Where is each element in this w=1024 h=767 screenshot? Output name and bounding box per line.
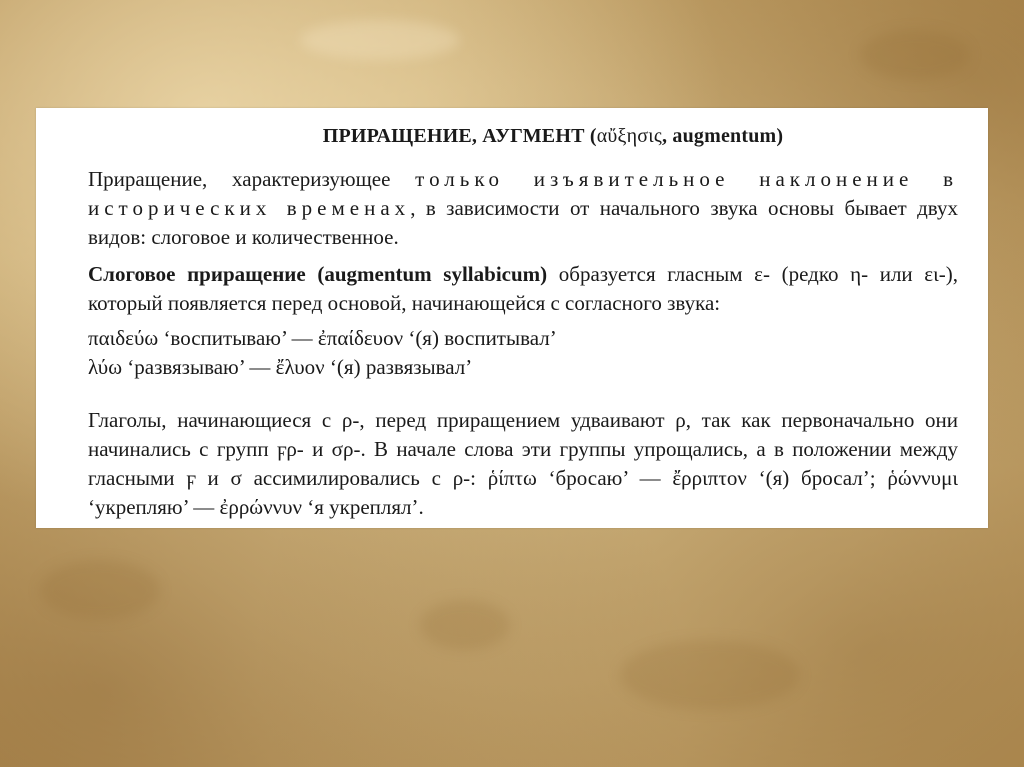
paper-stain bbox=[40, 560, 160, 620]
example-list bbox=[88, 324, 958, 382]
paragraph-rho-verbs: Глаголы, начинающиеся с ρ-, перед приращением удваивают ρ, так как первоначально они начинались с групп ϝρ- и σρ-. В начале слова эти группы упрощались, а в положении между гласными ϝ и σ ассимилировались с ρ-: ῥίπτω ‘бросаю’ — ἔρριπτον ‘(я) бросал’; ῥώννυμι ‘укрепляю’ — ἐρρώννυν ‘я укреплял’. bbox=[88, 408, 958, 519]
intro-text-a: Приращение, характеризующее bbox=[88, 167, 416, 191]
heading-greek-term: αὔξησις bbox=[596, 125, 662, 147]
intro-spaced-text: только изъявительное наклонение в исторических временах bbox=[88, 167, 958, 220]
syllabic-augment-text: образуется гласным ε- (редко η- или ει-), который появляется перед основой, начинающейся с согласного звука: bbox=[88, 262, 958, 315]
section-heading bbox=[88, 122, 958, 151]
example-line: παιδεύω ‘воспитываю’ — ἐπαίδευον ‘(я) воспитывал’ bbox=[88, 326, 557, 350]
document-card bbox=[36, 108, 988, 528]
paper-stain bbox=[300, 20, 460, 60]
paragraph-intro bbox=[88, 165, 958, 252]
example-line: λύω ‘развязываю’ — ἔλυον ‘(я) развязывал’ bbox=[88, 355, 473, 379]
heading-suffix: , augmentum) bbox=[661, 125, 784, 147]
paper-stain bbox=[620, 640, 800, 710]
syllabic-augment-term: Слоговое приращение (augmentum syllabicum) bbox=[88, 262, 548, 286]
paper-stain bbox=[860, 30, 970, 80]
intro-text-b: , в зависимости от начального звука основы бывает двух видов: слоговое и количественное. bbox=[88, 196, 958, 249]
paragraph-syllabic-augment bbox=[88, 260, 958, 318]
paper-stain bbox=[420, 600, 510, 650]
heading-prefix: ПРИРАЩЕНИЕ, АУГМЕНТ ( bbox=[322, 125, 597, 147]
document-content bbox=[88, 122, 958, 522]
